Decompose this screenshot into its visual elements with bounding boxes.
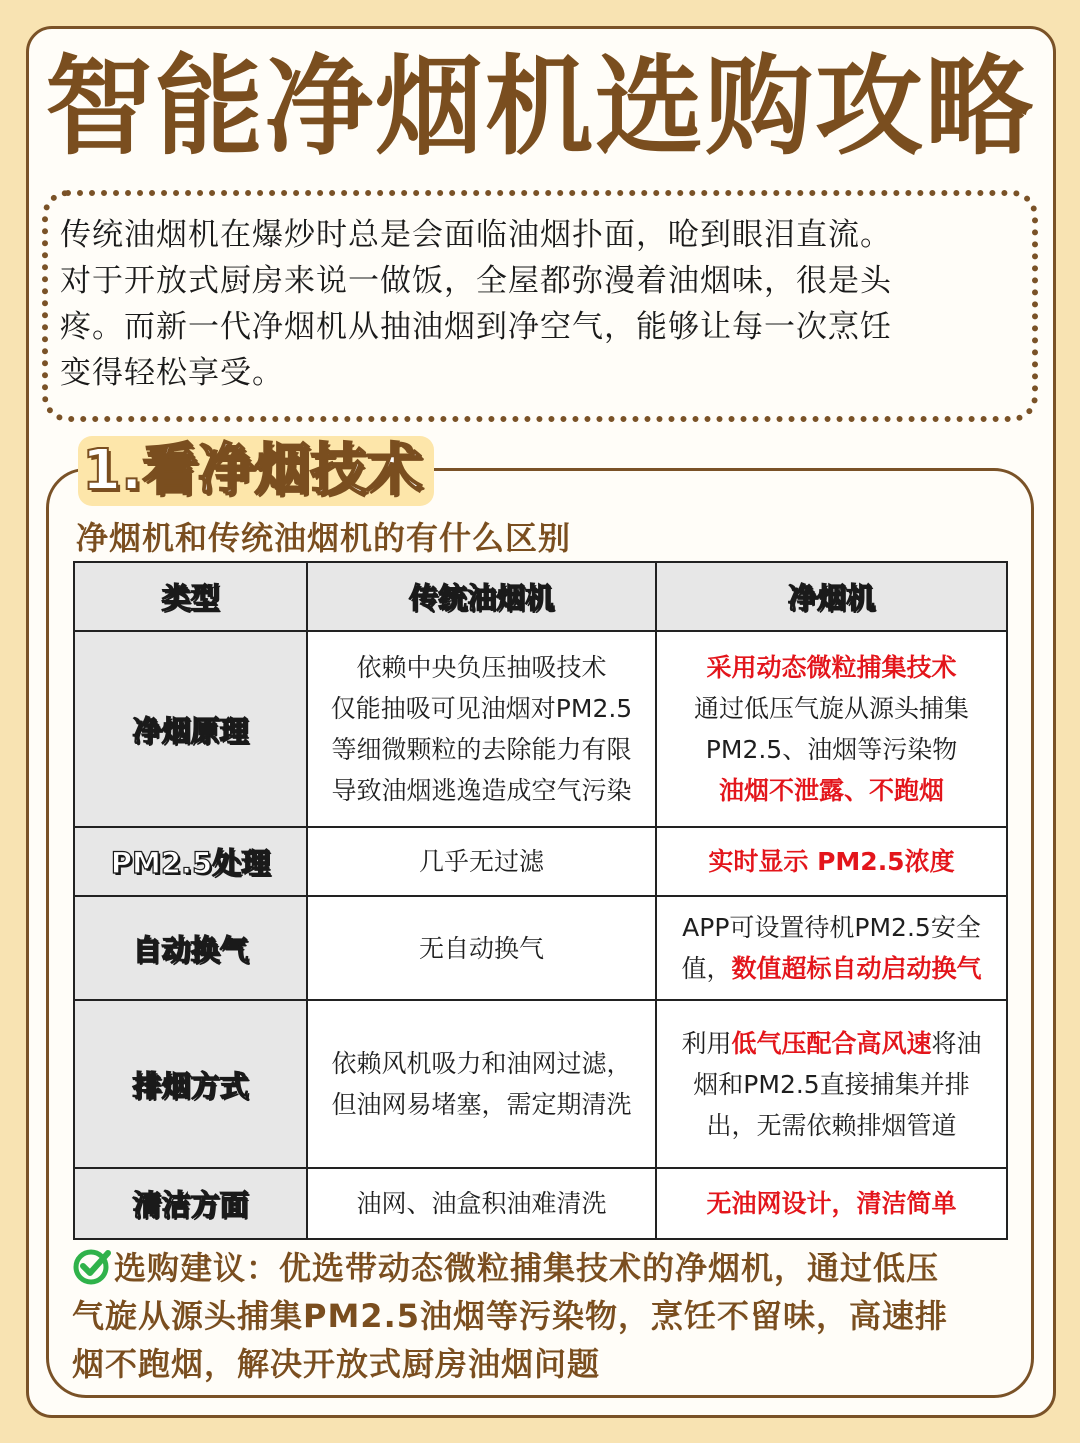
row-label: 排烟方式: [74, 1000, 307, 1168]
table-row: [74, 1168, 1007, 1239]
table-header-row: [74, 562, 1007, 631]
page-title: 智能净烟机选购攻略: [44, 45, 1035, 170]
smart-cell: [656, 896, 1007, 1000]
cell-line: APP可设置待机PM2.5安全: [682, 913, 981, 942]
section-header: 1.看净烟技术: [82, 438, 423, 503]
table-row: [74, 827, 1007, 896]
column-header-smart: 净烟机: [656, 562, 1007, 631]
table-row: [74, 631, 1007, 827]
intro-line: 变得轻松享受。: [60, 355, 284, 391]
smart-cell: [656, 631, 1007, 827]
table-row: [74, 896, 1007, 1000]
advice-line: 烟不跑烟，解决开放式厨房油烟问题: [72, 1345, 601, 1383]
cell-line-highlight: 实时显示 PM2.5浓度: [708, 847, 955, 876]
cell-line: 依赖中央负压抽吸技术: [356, 653, 607, 682]
column-header-traditional: 传统油烟机: [307, 562, 656, 631]
row-label: 净烟原理: [74, 631, 307, 827]
cell-line: [663, 1023, 1000, 1064]
row-label: 自动换气: [74, 896, 307, 1000]
cell-line: 无自动换气: [418, 933, 544, 963]
cell-text: 利用: [681, 1028, 732, 1058]
traditional-cell: [307, 896, 656, 1000]
row-label: 清洁方面: [74, 1168, 307, 1239]
comparison-table: [73, 561, 1008, 1240]
cell-line: 依赖风机吸力和油网过滤，: [331, 1049, 632, 1078]
advice-line: [72, 1244, 1022, 1292]
intro-line: 疼。而新一代净烟机从抽油烟到净空气，能够让每一次烹饪: [60, 309, 892, 345]
cell-text-highlight: 数值超标自动启动换气: [731, 954, 982, 983]
cell-line: 油网、油盒积油难清洗: [356, 1189, 607, 1218]
cell-line: 通过低压气旋从源头捕集: [693, 694, 969, 723]
intro-line: 对于开放式厨房来说一做饭，全屋都弥漫着油烟味，很是头: [60, 263, 892, 299]
traditional-cell: [307, 827, 656, 896]
advice-text: 选购建议：优选带动态微粒捕集技术的净烟机，通过低压: [114, 1249, 940, 1287]
cell-text: 将油: [931, 1028, 982, 1058]
advice-line: 气旋从源头捕集PM2.5油烟等污染物，烹饪不留味，高速排: [72, 1297, 948, 1335]
table-row: [74, 1000, 1007, 1168]
smart-cell: [656, 827, 1007, 896]
traditional-cell: [307, 1168, 656, 1239]
smart-cell: [656, 1168, 1007, 1239]
cell-line: 等细微颗粒的去除能力有限: [331, 735, 632, 764]
intro-text: [60, 212, 1010, 396]
cell-line: [663, 948, 1000, 989]
cell-line: 烟和PM2.5直接捕集并排: [693, 1069, 970, 1099]
section-subtitle: 净烟机和传统油烟机的有什么区别: [76, 519, 572, 557]
cell-line: PM2.5、油烟等污染物: [705, 735, 958, 764]
cell-line: 导致油烟逃逸造成空气污染: [331, 776, 632, 805]
cell-line: 几乎无过滤: [418, 847, 544, 876]
cell-text: 值，: [681, 954, 732, 983]
cell-line: 仅能抽吸可见油烟对PM2.5: [330, 694, 633, 723]
column-header-type: 类型: [74, 562, 307, 631]
intro-line: 传统油烟机在爆炒时总是会面临油烟扑面，呛到眼泪直流。: [60, 217, 892, 253]
traditional-cell: [307, 631, 656, 827]
cell-line: 出，无需依赖排烟管道: [706, 1110, 957, 1140]
cell-line-highlight: 油烟不泄露、不跑烟: [718, 776, 944, 805]
buying-advice: [72, 1244, 1022, 1388]
traditional-cell: [307, 1000, 656, 1168]
cell-line-highlight: 无油网设计，清洁简单: [706, 1189, 957, 1218]
check-circle-icon: [72, 1246, 112, 1286]
cell-line-highlight: 采用动态微粒捕集技术: [706, 653, 957, 682]
row-label: PM2.5处理: [74, 827, 307, 896]
smart-cell: [656, 1000, 1007, 1168]
cell-line: 但油网易堵塞，需定期清洗: [331, 1090, 632, 1119]
cell-text-highlight: 低气压配合高风速: [731, 1028, 932, 1058]
